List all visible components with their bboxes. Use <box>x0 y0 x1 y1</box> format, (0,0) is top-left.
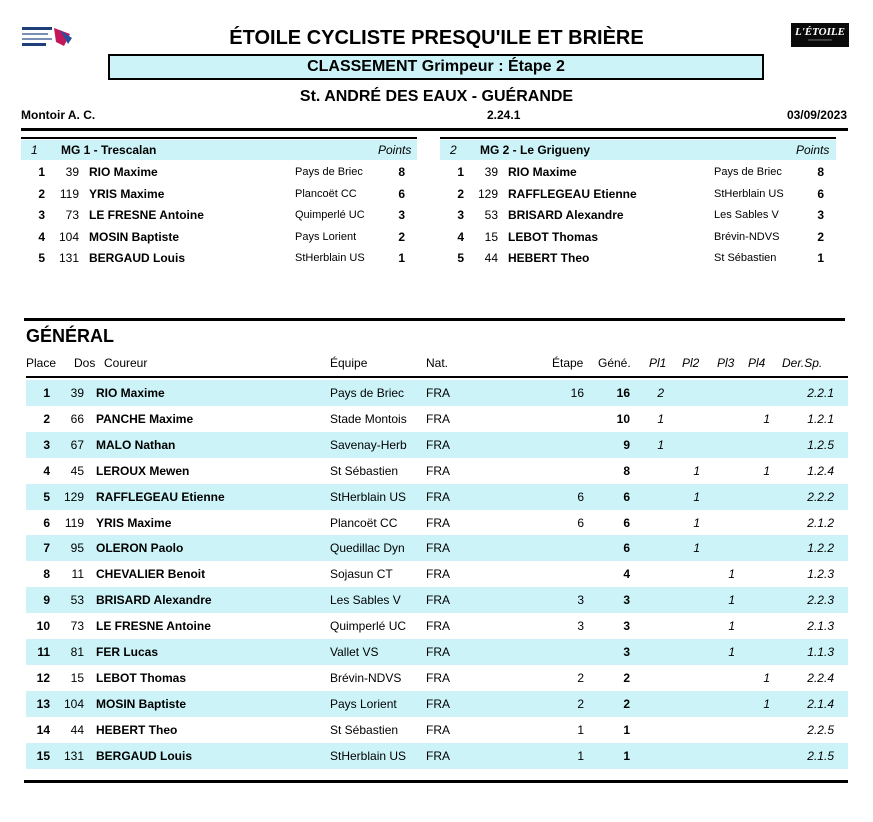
mg-rider-name: BRISARD Alexandre <box>508 208 624 222</box>
general-top-rule <box>24 318 845 321</box>
team-cell: Vallet VS <box>330 645 379 659</box>
mg-dos: 104 <box>58 229 79 244</box>
pl3-cell: 1 <box>728 645 735 659</box>
pl4-cell: 1 <box>763 670 770 685</box>
page-title: ÉTOILE CYCLISTE PRESQU'ILE ET BRIÈRE <box>229 27 644 49</box>
gene-cell: 6 <box>623 541 630 556</box>
pl2-cell: 1 <box>693 515 700 530</box>
mg1-row <box>21 204 417 226</box>
col-dersp: Der.Sp. <box>782 356 823 370</box>
mg-rank: 4 <box>38 229 45 244</box>
dos-cell: 73 <box>70 619 84 634</box>
rider-name-cell: MALO Nathan <box>96 437 176 452</box>
pl1-cell: 1 <box>657 411 664 426</box>
dos-cell: 53 <box>70 593 84 608</box>
mg-team: Les Sables V <box>714 209 779 221</box>
dos-cell: 104 <box>63 696 84 711</box>
mg-rider-name: RAFFLEGEAU Etienne <box>508 186 637 201</box>
mg-rank: 2 <box>457 186 464 201</box>
team-cell: St Sébastien <box>330 463 399 478</box>
rider-name-cell: RIO Maxime <box>96 386 165 400</box>
team-cell: StHerblain US <box>330 748 407 763</box>
race-date: 03/09/2023 <box>786 108 847 122</box>
dos-cell: 66 <box>70 411 84 426</box>
place-cell: 8 <box>43 567 50 582</box>
rider-name-cell: FER Lucas <box>96 645 159 659</box>
dersp-cell: 2.2.3 <box>807 593 834 608</box>
organizer-label: Montoir A. C. <box>21 108 96 122</box>
team-cell: Les Sables V <box>330 593 401 608</box>
dersp-cell: 2.1.4 <box>807 696 834 711</box>
rider-name-cell: LEROUX Mewen <box>96 463 190 478</box>
rider-name-cell: LE FRESNE Antoine <box>96 619 211 634</box>
pl2-cell: 1 <box>693 541 700 556</box>
mg-team: Pays de Briec <box>714 166 782 178</box>
dos-cell: 67 <box>70 437 84 452</box>
mg2-number: 2 <box>450 143 457 157</box>
mg-rider-name: RIO Maxime <box>508 165 577 179</box>
nat-cell: FRA <box>426 722 450 737</box>
mg-team: St Sébastien <box>714 252 777 264</box>
dersp-cell: 1.2.2 <box>807 541 834 556</box>
team-cell: St Sébastien <box>330 722 399 737</box>
dos-cell: 11 <box>71 567 84 582</box>
general-title: GÉNÉRAL <box>26 326 115 346</box>
mg1-number: 1 <box>31 143 38 157</box>
mg-team: StHerblain US <box>295 252 365 264</box>
pl3-cell: 1 <box>728 619 735 634</box>
dos-cell: 131 <box>63 748 84 763</box>
dos-cell: 45 <box>70 463 84 478</box>
rider-name-cell: LEBOT Thomas <box>96 670 187 685</box>
mg1-points-label: Points <box>378 143 412 157</box>
mg-rider-name: BERGAUD Louis <box>89 251 185 265</box>
dos-cell: 129 <box>63 489 84 504</box>
col-pl2: Pl2 <box>682 356 700 370</box>
mg-rider-name: HEBERT Theo <box>508 251 590 265</box>
team-cell: Pays de Briec <box>330 386 405 400</box>
mg1-header <box>21 140 417 160</box>
dersp-cell: 1.2.5 <box>807 437 834 452</box>
rider-name-cell: PANCHE Maxime <box>96 411 194 426</box>
rider-name-cell: RAFFLEGEAU Etienne <box>96 489 225 504</box>
table-row <box>26 484 848 510</box>
gene-cell: 1 <box>623 748 630 763</box>
mg-points: 2 <box>398 229 405 244</box>
table-row <box>26 380 848 406</box>
gene-cell: 3 <box>623 593 630 608</box>
mg1-row <box>21 247 417 269</box>
rider-name-cell: BRISARD Alexandre <box>96 593 212 608</box>
dos-cell: 15 <box>70 670 84 685</box>
mg-dos: 73 <box>65 208 79 222</box>
mg-team: Quimperlé UC <box>295 209 365 221</box>
mg-rider-name: LEBOT Thomas <box>508 229 599 244</box>
nat-cell: FRA <box>426 593 450 608</box>
pl1-cell: 2 <box>657 386 664 400</box>
mg-points: 1 <box>817 251 824 265</box>
mg-team: Pays Lorient <box>295 230 357 243</box>
dersp-cell: 1.2.3 <box>807 567 834 582</box>
place-cell: 10 <box>36 619 50 634</box>
table-row <box>26 587 848 613</box>
gene-cell: 3 <box>623 619 630 634</box>
mg2-row <box>440 183 836 205</box>
dos-cell: 44 <box>70 722 84 737</box>
place-cell: 11 <box>37 645 50 659</box>
dersp-cell: 2.2.5 <box>807 722 834 737</box>
mg-team: Pays de Briec <box>295 166 363 178</box>
table-row <box>26 639 848 665</box>
team-cell: Savenay-Herb <box>330 437 407 452</box>
table-row <box>26 691 848 717</box>
mg-dos: 131 <box>58 251 79 265</box>
mg-points: 1 <box>398 251 405 265</box>
place-cell: 5 <box>43 489 50 504</box>
mg2-row <box>440 247 836 269</box>
rider-name-cell: CHEVALIER Benoit <box>96 567 206 582</box>
pl2-cell: 1 <box>693 489 700 504</box>
mg-rider-name: RIO Maxime <box>89 165 158 179</box>
mg-points: 3 <box>398 208 405 222</box>
dersp-cell: 1.2.1 <box>807 411 834 426</box>
mg-rank: 3 <box>457 208 464 222</box>
mg-dos: 53 <box>484 208 498 222</box>
mg-dos: 129 <box>477 186 498 201</box>
etape-cell: 2 <box>577 670 584 685</box>
mg-points: 6 <box>398 186 405 201</box>
etape-cell: 1 <box>577 748 584 763</box>
rider-name-cell: HEBERT Theo <box>96 722 178 737</box>
place-cell: 4 <box>43 463 50 478</box>
mg1-row <box>21 183 417 205</box>
col-dos: Dos <box>74 356 96 370</box>
dos-cell: 119 <box>64 515 84 530</box>
gene-cell: 8 <box>623 463 630 478</box>
table-row <box>26 406 848 432</box>
mg1-row <box>21 226 417 248</box>
gene-cell: 2 <box>623 670 630 685</box>
nat-cell: FRA <box>426 489 450 504</box>
dos-cell: 95 <box>70 541 84 556</box>
nat-cell: FRA <box>426 541 450 556</box>
pl3-cell: 1 <box>728 567 735 582</box>
nat-cell: FRA <box>426 748 450 763</box>
gene-cell: 9 <box>623 437 630 452</box>
mg2-name: MG 2 - Le Grigueny <box>480 143 591 157</box>
pl3-cell: 1 <box>728 593 735 608</box>
nat-cell: FRA <box>426 567 450 582</box>
table-row <box>26 743 848 769</box>
table-row <box>26 561 848 587</box>
place-cell: 13 <box>36 696 50 711</box>
col-nat: Nat. <box>426 356 449 370</box>
col-equipe: Équipe <box>330 356 368 370</box>
col-gene: Géné. <box>598 356 631 370</box>
etape-cell: 3 <box>577 593 584 608</box>
classement-banner: CLASSEMENT Grimpeur : Étape 2 <box>108 54 764 80</box>
team-cell: Sojasun CT <box>330 567 393 582</box>
team-cell: Quimperlé UC <box>330 619 407 634</box>
dersp-cell: 2.1.5 <box>807 748 834 763</box>
team-cell: Brévin-NDVS <box>330 670 402 685</box>
mg-points: 8 <box>398 165 405 179</box>
table-row <box>26 665 848 691</box>
place-cell: 9 <box>43 593 50 608</box>
mg-rider-name: LE FRESNE Antoine <box>89 208 204 222</box>
etoile-logo-text: L'ÉTOILE <box>795 26 845 38</box>
col-place: Place <box>26 356 57 370</box>
etape-cell: 6 <box>577 515 584 530</box>
nat-cell: FRA <box>426 515 450 530</box>
gene-cell: 2 <box>623 696 630 711</box>
mg2-row <box>440 226 836 248</box>
place-cell: 15 <box>36 748 50 763</box>
mg2-row <box>440 204 836 226</box>
dersp-cell: 2.1.3 <box>807 619 834 634</box>
dersp-cell: 2.2.4 <box>807 670 834 685</box>
dos-cell: 39 <box>70 386 84 400</box>
mg-dos: 39 <box>484 165 498 179</box>
rider-name-cell: MOSIN Baptiste <box>96 696 187 711</box>
general-bottom-rule <box>24 780 848 783</box>
mg-points: 2 <box>817 229 824 244</box>
gene-cell: 3 <box>623 645 630 659</box>
race-code: 2.24.1 <box>487 108 521 122</box>
mg-team: Plancoët CC <box>295 187 357 200</box>
place-cell: 12 <box>36 670 50 685</box>
mg2-row <box>440 161 836 183</box>
mg-rank: 1 <box>38 165 45 179</box>
nat-cell: FRA <box>426 386 450 400</box>
team-cell: StHerblain US <box>330 489 407 504</box>
place-cell: 2 <box>43 411 50 426</box>
table-row <box>26 535 848 561</box>
dersp-cell: 1.1.3 <box>807 645 834 659</box>
mg-rank: 1 <box>457 165 464 179</box>
gene-cell: 4 <box>623 567 630 582</box>
team-cell: Pays Lorient <box>330 696 397 711</box>
nat-cell: FRA <box>426 463 450 478</box>
etape-cell: 1 <box>577 722 584 737</box>
mg-points: 8 <box>817 165 824 179</box>
col-etape: Étape <box>552 356 584 370</box>
header-rule <box>21 128 848 131</box>
mg-points: 6 <box>817 186 824 201</box>
rider-name-cell: YRIS Maxime <box>96 515 172 530</box>
mg-rank: 2 <box>38 186 45 201</box>
gene-cell: 6 <box>623 489 630 504</box>
table-row <box>26 717 848 743</box>
dos-cell: 81 <box>70 645 84 659</box>
pl4-cell: 1 <box>763 696 770 711</box>
team-cell: Quedillac Dyn <box>330 541 405 556</box>
gene-cell: 6 <box>623 515 630 530</box>
place-cell: 6 <box>43 515 50 530</box>
mg-rank: 5 <box>457 251 464 265</box>
mg1-top-rule <box>21 137 417 139</box>
pl4-cell: 1 <box>763 463 770 478</box>
mg-rider-name: YRIS Maxime <box>89 186 165 201</box>
mg-rank: 3 <box>38 208 45 222</box>
etape-cell: 2 <box>577 696 584 711</box>
dersp-cell: 2.1.2 <box>807 515 834 530</box>
mg-rank: 4 <box>457 229 464 244</box>
mg-rank: 5 <box>38 251 45 265</box>
place-cell: 1 <box>43 386 50 400</box>
col-pl3: Pl3 <box>717 356 735 370</box>
mg-dos: 39 <box>65 165 79 179</box>
mg1-row <box>21 161 417 183</box>
mg2-header <box>440 140 836 160</box>
place-cell: 14 <box>36 722 50 737</box>
mg-team: StHerblain US <box>714 187 784 200</box>
rider-name-cell: OLERON Paolo <box>96 541 184 556</box>
mg-dos: 15 <box>484 229 498 244</box>
col-pl4: Pl4 <box>748 356 766 370</box>
table-row <box>26 458 848 484</box>
etoile-logo-underline: ━━━━━━━━━━━━━ <box>808 38 832 42</box>
team-cell: Plancoët CC <box>330 515 398 530</box>
nat-cell: FRA <box>426 411 450 426</box>
mg-dos: 119 <box>59 186 79 201</box>
mg-team: Brévin-NDVS <box>714 230 780 243</box>
etape-cell: 6 <box>577 489 584 504</box>
etape-cell: 3 <box>577 619 584 634</box>
table-row <box>26 613 848 639</box>
table-row <box>26 432 848 458</box>
pl1-cell: 1 <box>657 437 664 452</box>
nat-cell: FRA <box>426 619 450 634</box>
col-pl1: Pl1 <box>649 356 667 370</box>
team-cell: Stade Montois <box>330 411 407 426</box>
pl4-cell: 1 <box>763 411 770 426</box>
table-row <box>26 510 848 536</box>
nat-cell: FRA <box>426 696 450 711</box>
dersp-cell: 1.2.4 <box>807 463 834 478</box>
dersp-cell: 2.2.2 <box>807 489 834 504</box>
gene-cell: 1 <box>623 722 630 737</box>
mg2-points-label: Points <box>796 143 830 157</box>
etape-cell: 16 <box>570 386 584 400</box>
general-header-rule <box>26 376 848 378</box>
gene-cell: 16 <box>616 386 630 400</box>
place-cell: 3 <box>43 437 50 452</box>
rider-name-cell: BERGAUD Louis <box>96 748 192 763</box>
place-cell: 7 <box>43 541 50 556</box>
mg-rider-name: MOSIN Baptiste <box>89 229 180 244</box>
pl2-cell: 1 <box>693 463 700 478</box>
mg1-name: MG 1 - Trescalan <box>61 143 157 157</box>
mg2-top-rule <box>440 137 836 139</box>
nat-cell: FRA <box>426 670 450 685</box>
gene-cell: 10 <box>616 411 630 426</box>
col-coureur: Coureur <box>104 356 148 370</box>
nat-cell: FRA <box>426 645 450 659</box>
nat-cell: FRA <box>426 437 450 452</box>
mg-points: 3 <box>817 208 824 222</box>
dersp-cell: 2.2.1 <box>807 386 834 400</box>
mg-dos: 44 <box>484 251 498 265</box>
route-title: St. ANDRÉ DES EAUX - GUÉRANDE <box>299 88 574 105</box>
